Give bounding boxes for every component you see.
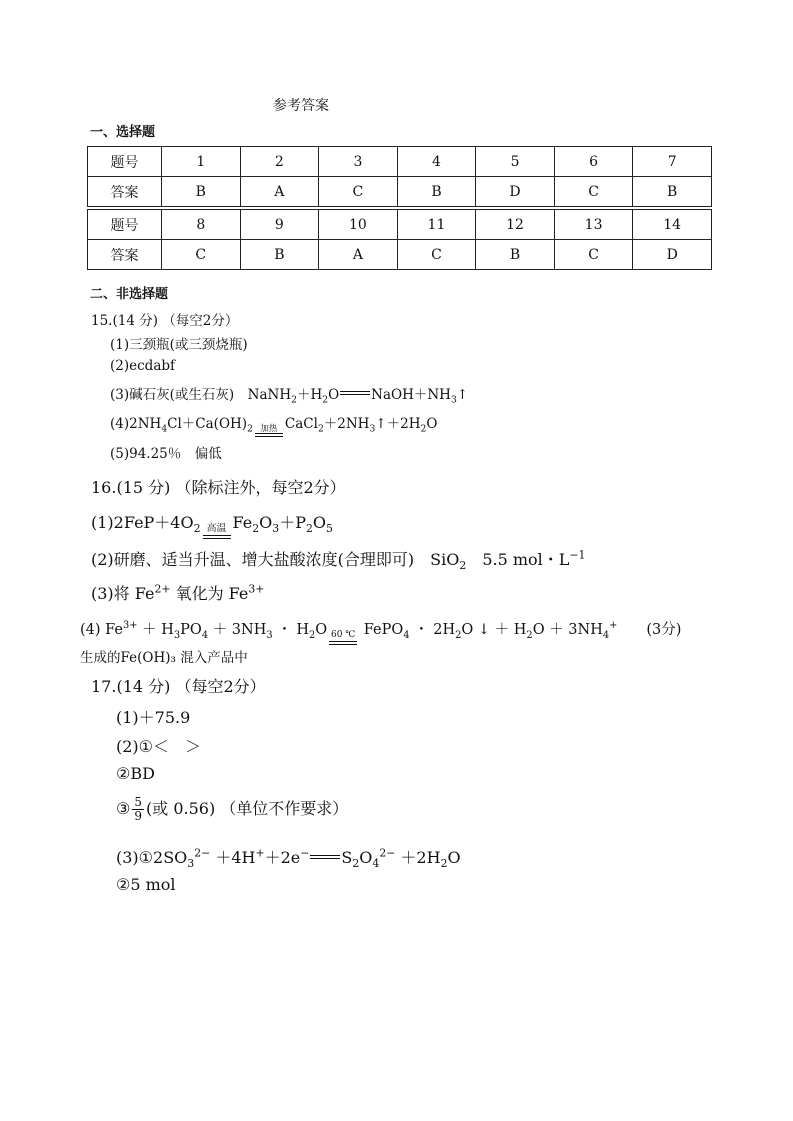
table-cell: 答案 [88, 177, 162, 207]
table-row [88, 147, 712, 177]
page-title: 参考答案 [273, 98, 329, 114]
section-heading-choice: 一、选择题 [90, 125, 156, 140]
table-cell: 8 [162, 210, 241, 240]
table-cell: 5 [476, 147, 555, 177]
section-heading-nonchoice: 二、非选择题 [90, 287, 169, 302]
q17-answer-2c-label: ③ [116, 799, 131, 818]
reaction-condition [329, 631, 357, 645]
condition-text: 高温 [206, 523, 227, 534]
q16-answer-4-score: (3分) [646, 622, 682, 638]
q15-answer-3: (3)碱石灰(或生石灰) $NaNH_2+H_2O$ $NaOH+NH_3↑$ [110, 387, 469, 406]
table-cell: D [476, 177, 555, 207]
table-cell: C [397, 240, 476, 270]
q15-answer-4: $(4)2NH_4Cl+Ca(OH)_2$ 加热 $CaCl_2+2NH_3↑+2H_2O$ [110, 412, 437, 437]
table-cell: 4 [397, 147, 476, 177]
fraction-numerator: 5 [134, 795, 142, 810]
table-cell: A [240, 177, 319, 207]
equal-bar [340, 391, 370, 395]
table-cell: 6 [554, 147, 633, 177]
table-row [88, 177, 712, 207]
table-cell: 10 [319, 210, 398, 240]
table-cell: 题号 [88, 147, 162, 177]
table-cell: C [162, 240, 241, 270]
table-cell: 3 [319, 147, 398, 177]
table-cell: B [162, 177, 241, 207]
q16-answer-2-formula: SiO [430, 550, 460, 569]
q15-answer-3-text: (3)碱石灰(或生石灰) [110, 387, 235, 403]
answer-table-2 [87, 209, 712, 270]
table-cell: A [319, 240, 398, 270]
table-cell: B [476, 240, 555, 270]
q15-answer-5: (5)94.25％ 偏低 [110, 446, 222, 462]
equal-bar [310, 855, 340, 859]
table-row [88, 210, 712, 240]
table-cell: B [633, 177, 712, 207]
q16-answer-3: (3)将 $Fe^{2+}$ 氧化为 $Fe^{3+}$ [91, 582, 265, 603]
q17-answer-2c-text: (或 0.56) （单位不作要求） [145, 799, 349, 818]
q15-header: 15.(14 分) （每空2分） [91, 313, 239, 329]
condition-text: 60 ℃ [331, 630, 356, 640]
table-cell: B [240, 240, 319, 270]
q16-answer-4: (4) $Fe^{3+} + H_3PO_4 + 3NH_3$ ・ $H_2O$ 60 ℃ FePO$_4$ ・ $2H_2O$ ↓ ＋ $H_2O + 3NH_4^+$ (3分) [80, 618, 681, 645]
q15-answer-2: (2)ecdabf [110, 358, 176, 374]
q17-answer-2: (2)①＜ ＞ [116, 737, 202, 756]
table-cell: 1 [162, 147, 241, 177]
q15-answer-1: (1)三颈瓶(或三颈烧瓶) [110, 337, 248, 353]
answer-table-1 [87, 146, 712, 207]
q15-answer-4-label: (4) [110, 416, 130, 432]
q17-answer-3-label: (3)① [116, 848, 154, 867]
fraction [132, 796, 144, 822]
q16-answer-4-note: 生成的Fe(OH)₃ 混入产品中 [80, 650, 248, 666]
table-cell: 12 [476, 210, 555, 240]
q16-answer-1-text: (1)2FeP＋4O [91, 513, 194, 532]
q17-answer-2b: ②BD [116, 764, 155, 783]
q16-answer-1: $(1)2FeP+4O_2$ 高温 $Fe_2O_3+P_2O_5$ [91, 510, 333, 539]
reaction-condition [255, 424, 283, 437]
q17-header: 17.(14 分) （每空2分） [91, 677, 266, 696]
table-cell: D [633, 240, 712, 270]
q16-answer-2-text: (2)研磨、适当升温、增大盐酸浓度(合理即可) [91, 550, 415, 569]
q16-answer-3-mid: 氧化为 [175, 584, 224, 603]
q16-answer-2: (2)研磨、适当升温、增大盐酸浓度(合理即可) SiO$_2$ 5.5 mol・$L^{-1}$ [91, 548, 586, 573]
table-row [88, 240, 712, 270]
table-cell: 14 [633, 210, 712, 240]
fraction-denominator: 9 [134, 809, 142, 823]
table-cell: B [397, 177, 476, 207]
q17-answer-1: (1)＋75.9 [116, 708, 191, 727]
q16-answer-4-label: (4) [80, 622, 101, 638]
q17-answer-2c [116, 796, 348, 823]
q16-answer-3-text: (3)将 [91, 584, 130, 603]
reaction-condition [203, 524, 231, 539]
table-cell: C [554, 240, 633, 270]
table-cell: C [554, 177, 633, 207]
table-cell: 9 [240, 210, 319, 240]
table-cell: 答案 [88, 240, 162, 270]
table-cell: 题号 [88, 210, 162, 240]
q17-answer-3b: ②5 mol [116, 875, 176, 894]
table-cell: 11 [397, 210, 476, 240]
table-cell: 13 [554, 210, 633, 240]
table-cell: 2 [240, 147, 319, 177]
table-cell: 7 [633, 147, 712, 177]
q16-answer-2-conc: 5.5 mol・L [482, 550, 570, 569]
condition-text: 加热 [260, 423, 278, 433]
q16-header: 16.(15 分) （除标注外，每空2分） [91, 478, 346, 497]
table-cell: C [319, 177, 398, 207]
q17-answer-3: $(3)①2SO_3^{2-} +4H^++2e^-$ $S_2O_4^{2-} +2H_2O$ [116, 846, 461, 871]
